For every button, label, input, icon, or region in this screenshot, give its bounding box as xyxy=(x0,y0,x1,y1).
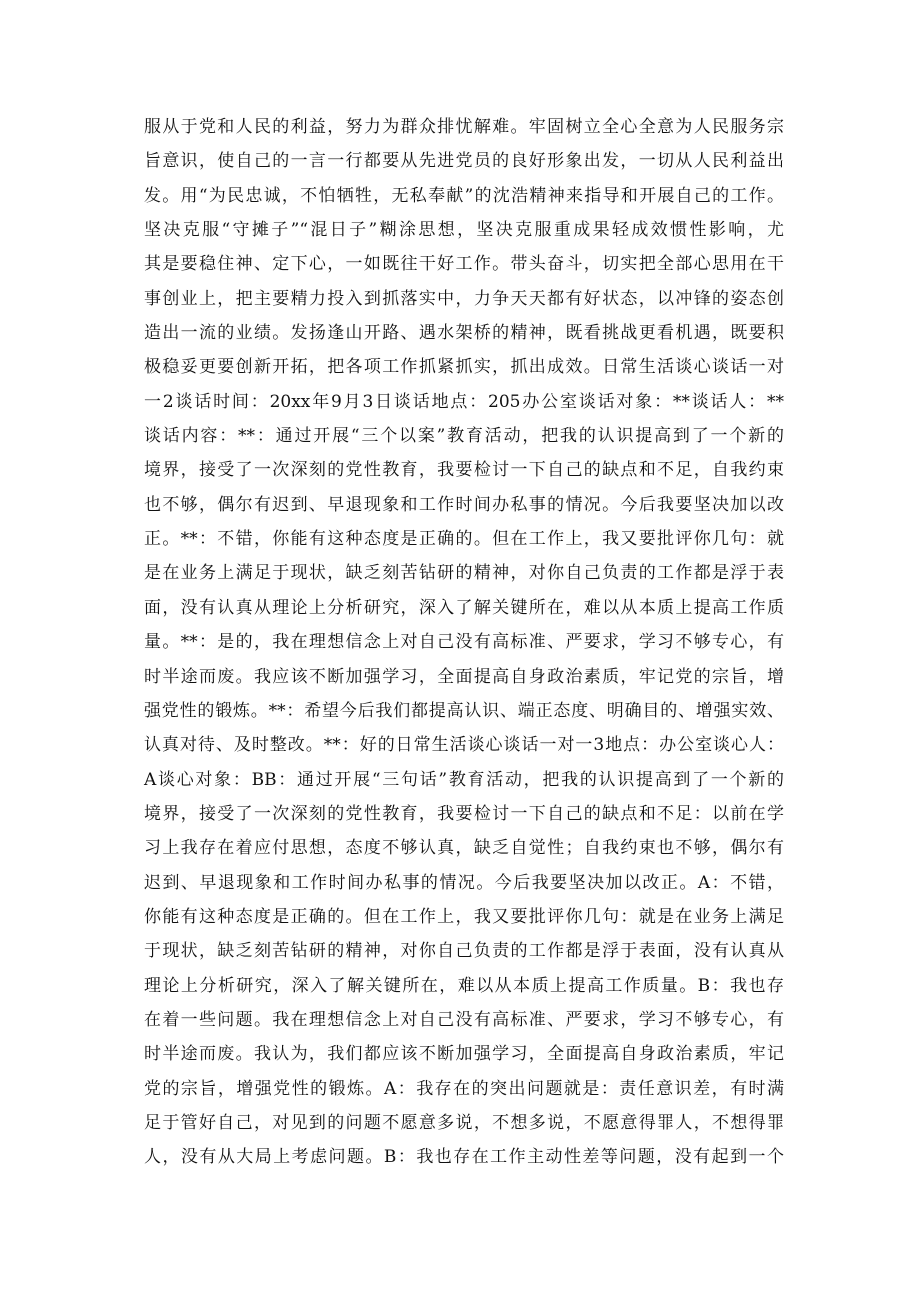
text-line: 习上我存在着应付思想，态度不够认真，缺乏自觉性；自我约束也不够，偶尔有 xyxy=(144,838,784,859)
text-line: 于现状，缺乏刻苦钻研的精神，对你自己负责的工作都是浮于表面，没有认真从 xyxy=(144,941,784,962)
text-line: 旨意识，使自己的一言一行都要从先进党员的良好形象出发，一切从人民利益出 xyxy=(144,151,784,172)
text-line: 党的宗旨，增强党性的锻炼。A：我存在的突出问题就是：责任意识差，有时满 xyxy=(144,1078,784,1099)
text-line: 时半途而废。我应该不断加强学习，全面提高自身政治素质，牢记党的宗旨，增 xyxy=(144,666,784,687)
text-line: 足于管好自己，对见到的问题不愿意多说，不想多说，不愿意得罪人，不想得罪 xyxy=(144,1112,784,1133)
text-line: 一2谈话时间：20xx年9月3日谈话地点：205办公室谈话对象：**谈话人：** xyxy=(144,391,784,412)
text-line: 是在业务上满足于现状，缺乏刻苦钻研的精神，对你自己负责的工作都是浮于表 xyxy=(144,563,784,584)
text-line: 在着一些问题。我在理想信念上对自己没有高标准、严要求，学习不够专心，有 xyxy=(144,1009,784,1030)
text-line: 事创业上，把主要精力投入到抓落实中，力争天天都有好状态，以冲锋的姿态创 xyxy=(144,288,784,309)
text-line: 其是要稳住神、定下心，一如既往干好工作。带头奋斗，切实把全部心思用在干 xyxy=(144,254,784,275)
text-line: A谈心对象：BB：通过开展“三句话”教育活动，把我的认识提高到了一个新的 xyxy=(144,769,784,790)
text-line: 迟到、早退现象和工作时间办私事的情况。今后我要坚决加以改正。A：不错， xyxy=(144,872,784,893)
text-line: 也不够，偶尔有迟到、早退现象和工作时间办私事的情况。今后我要坚决加以改 xyxy=(144,494,784,515)
text-line: 正。**：不错，你能有这种态度是正确的。但在工作上，我又要批评你几句：就 xyxy=(144,529,784,550)
text-line: 人，没有从大局上考虑问题。B：我也存在工作主动性差等问题，没有起到一个 xyxy=(144,1147,784,1168)
text-line: 发。用“为民忠诚，不怕牺牲，无私奉献”的沈浩精神来指导和开展自己的工作。 xyxy=(144,185,784,206)
body-text xyxy=(144,110,784,1175)
text-line: 境界，接受了一次深刻的党性教育，我要检讨一下自己的缺点和不足，自我约束 xyxy=(144,460,784,481)
text-line: 极稳妥更要创新开拓，把各项工作抓紧抓实，抓出成效。日常生活谈心谈话一对 xyxy=(144,357,784,378)
text-line: 面，没有认真从理论上分析研究，深入了解关键所在，难以从本质上提高工作质 xyxy=(144,597,784,618)
text-line: 谈话内容：**：通过开展“三个以案”教育活动，把我的认识提高到了一个新的 xyxy=(144,426,784,447)
text-line: 坚决克服“守摊子”“混日子”糊涂思想，坚决克服重成果轻成效惯性影响，尤 xyxy=(144,220,784,241)
text-line: 量。**：是的，我在理想信念上对自己没有高标准、严要求，学习不够专心，有 xyxy=(144,632,784,653)
text-line: 理论上分析研究，深入了解关键所在，难以从本质上提高工作质量。B：我也存 xyxy=(144,975,784,996)
text-line: 境界，接受了一次深刻的党性教育，我要检讨一下自己的缺点和不足：以前在学 xyxy=(144,803,784,824)
text-line: 服从于党和人民的利益，努力为群众排忧解难。牢固树立全心全意为人民服务宗 xyxy=(144,117,784,137)
text-line: 你能有这种态度是正确的。但在工作上，我又要批评你几句：就是在业务上满足 xyxy=(144,906,784,927)
text-line: 强党性的锻炼。**：希望今后我们都提高认识、端正态度、明确目的、增强实效、 xyxy=(144,700,784,721)
text-line: 认真对待、及时整改。**：好的日常生活谈心谈话一对一3地点：办公室谈心人： xyxy=(144,735,784,756)
text-line: 时半途而废。我认为，我们都应该不断加强学习，全面提高自身政治素质，牢记 xyxy=(144,1044,784,1065)
text-line: 造出一流的业绩。发扬逢山开路、遇水架桥的精神，既看挑战更看机遇，既要积 xyxy=(144,323,784,344)
